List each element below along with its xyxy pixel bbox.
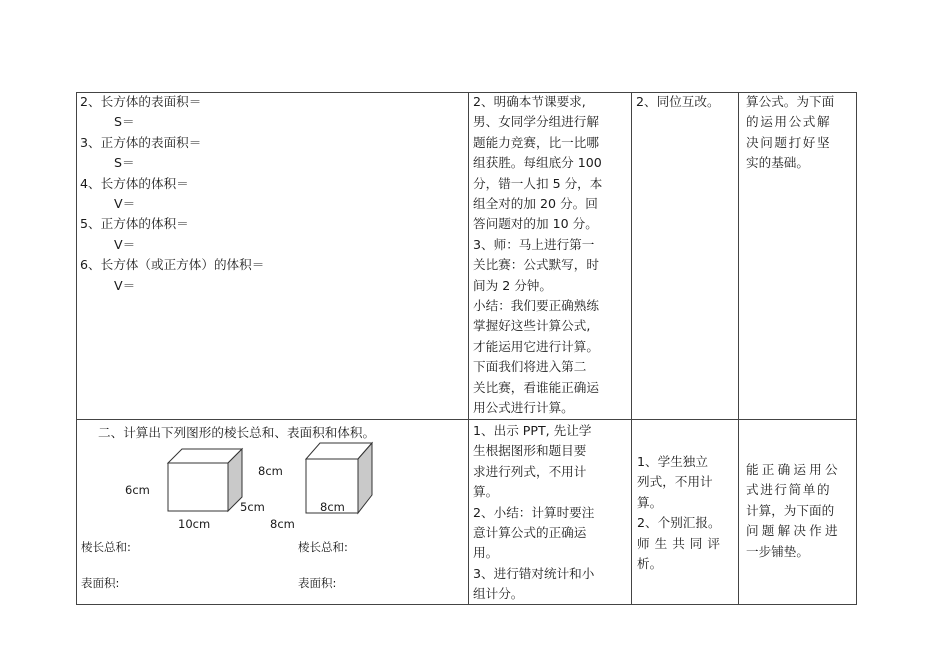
text-line: 列式，不用计	[637, 474, 713, 490]
text-line: 组全对的加 20 分。回	[473, 196, 598, 212]
formula-line: 6、长方体（或正方体）的体积＝	[80, 257, 265, 273]
cuboid-width-label: 5cm	[240, 500, 265, 514]
text-line: 3、师：马上进行第一	[473, 236, 595, 252]
formula-line: S＝	[114, 155, 135, 171]
text-line: 意计算公式的正确运	[473, 525, 587, 541]
text-line: 算。	[473, 484, 499, 500]
text-line: 1、出示 PPT, 先让学	[473, 423, 592, 438]
text-line: 小结：我们要正确熟练	[473, 298, 599, 314]
text-line: 3、进行错对统计和小	[473, 565, 595, 581]
text-line: 关比赛：公式默写，时	[473, 257, 599, 273]
text-line: 男、女同学分组进行解	[473, 114, 599, 130]
text-line: 组获胜。每组底分 100	[473, 155, 602, 171]
text-line: 用公式进行计算。	[473, 400, 574, 416]
row-divider	[76, 419, 857, 420]
col-border-left	[76, 92, 77, 605]
col-border-3	[738, 92, 739, 605]
cuboid-height-label: 6cm	[125, 483, 150, 497]
text-line: 问题解决作进	[746, 523, 841, 539]
text-line: 求进行列式，不用计	[473, 463, 587, 479]
design-intent-1	[746, 92, 852, 174]
teacher-activity-2	[473, 421, 629, 605]
text-line: 师生共同评	[637, 535, 725, 551]
text-line: 掌握好这些计算公式,	[473, 318, 591, 334]
formula-list	[80, 92, 464, 296]
text-line: 才能运用它进行计算。	[473, 338, 599, 354]
text-line: 析。	[637, 556, 663, 572]
cube-side-label-bottom: 8cm	[270, 517, 295, 531]
text-line: 1、学生独立	[637, 454, 708, 469]
formula-line: S＝	[114, 114, 135, 130]
text-line: 2、明确本节课要求,	[473, 94, 586, 109]
text-line: 答问题对的加 10 分。	[473, 216, 598, 232]
student-activity-1	[636, 92, 736, 112]
text-line: 计算，为下面的	[746, 502, 835, 518]
teacher-activity-1	[473, 92, 629, 419]
text-line: 2、个别汇报。	[637, 515, 721, 531]
formula-line: V＝	[114, 236, 136, 252]
text-line: 题能力竞赛，比一比哪	[473, 134, 599, 150]
text-line: 算。	[637, 494, 663, 510]
text-line: 关比赛，看谁能正确运	[473, 379, 599, 395]
edge-sum-label-2: 棱长总和:	[298, 540, 348, 554]
edge-sum-label-1: 棱长总和:	[81, 540, 131, 554]
text-line: 分，错一人扣 5 分，本	[473, 175, 603, 191]
surface-area-label-2: 表面积:	[298, 576, 337, 590]
text-line: 算公式。为下面	[746, 94, 835, 109]
surface-area-label-1: 表面积:	[81, 576, 120, 590]
col-border-right	[856, 92, 857, 605]
text-line: 决问题打好坚	[746, 134, 832, 150]
table-bottom-border	[76, 604, 857, 605]
formula-line: V＝	[114, 277, 136, 293]
text-line: 的运用公式解	[746, 114, 832, 130]
text-line: 间为 2 分钟。	[473, 277, 552, 293]
col-border-2	[631, 92, 632, 605]
formula-line: 2、长方体的表面积＝	[80, 94, 202, 109]
cube-side-label-right: 8cm	[258, 464, 283, 478]
formula-line: 4、长方体的体积＝	[80, 175, 189, 191]
formula-line: 5、正方体的体积＝	[80, 216, 189, 232]
cuboid-figure	[166, 447, 246, 515]
formula-line: V＝	[114, 196, 136, 212]
text-line: 下面我们将进入第二	[473, 359, 587, 375]
text-line: 组计分。	[473, 586, 524, 602]
heading-text: 二、计算出下列图形的棱长总和、表面积和体积。	[98, 425, 376, 440]
text-line: 一步铺垫。	[746, 543, 809, 559]
text-line: 用。	[473, 545, 499, 561]
text-line: 2、小结：计算时要注	[473, 504, 595, 520]
text-line: 生根据图形和题目要	[473, 443, 587, 459]
cube-side-label-front: 8cm	[320, 500, 345, 514]
cuboid-length-label: 10cm	[178, 517, 211, 531]
col-border-1	[468, 92, 469, 605]
student-activity-2	[637, 452, 736, 574]
text-line: 2、同位互改。	[636, 94, 720, 109]
text-line: 实的基础。	[746, 155, 809, 171]
text-line: 能正确运用公	[746, 462, 841, 477]
formula-line: 3、正方体的表面积＝	[80, 134, 202, 150]
design-intent-2	[746, 460, 852, 562]
text-line: 式进行简单的	[746, 482, 832, 498]
